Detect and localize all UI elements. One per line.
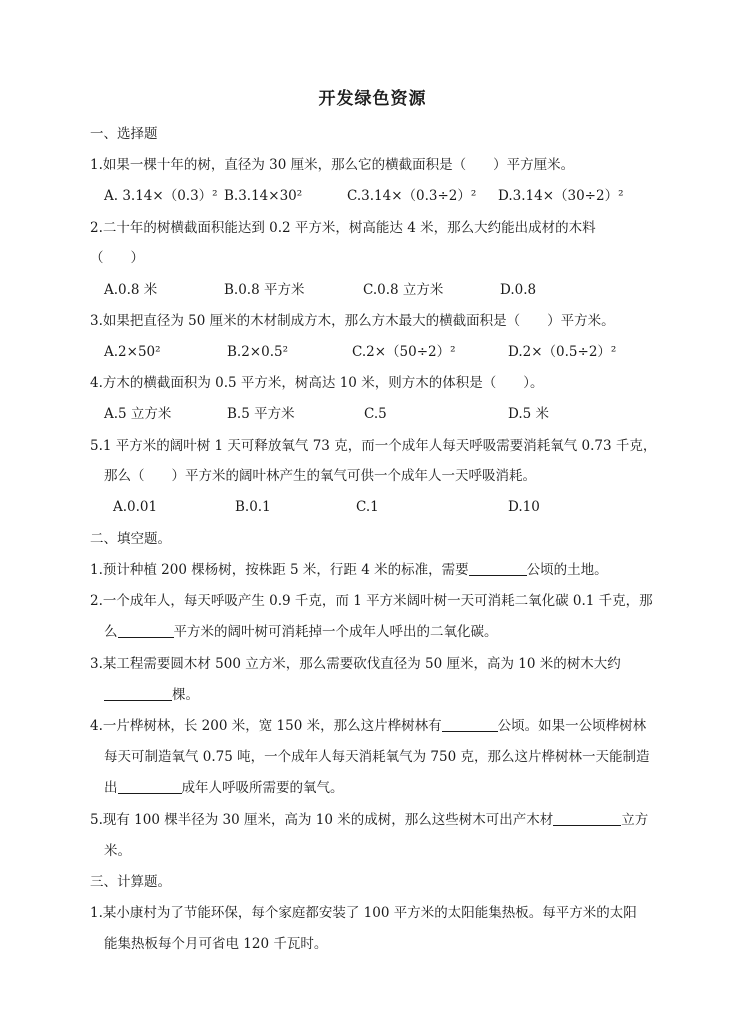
option-c: C.5 bbox=[364, 406, 387, 422]
fill-q5-line2: 米。 bbox=[104, 843, 131, 859]
choice-q3-text: 3.如果把直径为 50 厘米的木材制成方木，那么方木最大的横截面积是（ ）平方米。 bbox=[90, 313, 615, 329]
choice-q4-options bbox=[0, 405, 745, 423]
fill-q5-text-b: 立方 bbox=[621, 812, 649, 828]
fill-q1-text-a: 1.预计种植 200 棵杨树，按株距 5 米，行距 4 米的标准，需要 bbox=[90, 562, 469, 578]
choice-q2-line1: 2.二十年的树横截面积能达到 0.2 平方米，树高能达 4 米，那么大约能出成材的木料 bbox=[90, 220, 596, 236]
option-d: D.2×（0.5÷2）² bbox=[508, 344, 617, 360]
answer-blank bbox=[442, 717, 498, 732]
option-c: C.0.8 立方米 bbox=[363, 282, 444, 298]
answer-blank bbox=[104, 686, 172, 701]
fill-q5-line1 bbox=[90, 811, 648, 829]
option-a: A.0.8 米 bbox=[104, 282, 158, 298]
fill-q3-text-b: 棵。 bbox=[172, 687, 199, 703]
page-title: 开发绿色资源 bbox=[318, 89, 427, 109]
fill-q2-line2 bbox=[104, 623, 498, 641]
section-heading-choice: 一、选择题 bbox=[90, 126, 158, 142]
fill-q1-text-b: 公顷的土地。 bbox=[526, 562, 608, 578]
option-a: A.5 立方米 bbox=[104, 406, 172, 422]
answer-blank bbox=[118, 779, 182, 794]
option-c: C.2×（50÷2）² bbox=[352, 344, 456, 360]
option-b: B.0.8 平方米 bbox=[224, 282, 305, 298]
fill-q4-text-b: 公顷。如果一公顷桦树林 bbox=[497, 718, 647, 734]
answer-blank bbox=[118, 623, 174, 638]
fill-q1 bbox=[90, 561, 608, 579]
choice-q1-text: 1.如果一棵十年的树，直径为 30 厘米，那么它的横截面积是（ ）平方厘米。 bbox=[90, 157, 575, 173]
fill-q2-line1: 2.一个成年人，每天呼吸产生 0.9 千克，而 1 平方米阔叶树一天可消耗二氧化碳 0.1 千克，那 bbox=[90, 593, 653, 609]
choice-q2-line2: （ ） bbox=[90, 250, 144, 266]
choice-q5-line1: 5.1 平方米的阔叶树 1 天可释放氧气 73 克，而一个成年人每天呼吸需要消耗氧气 0.73 千克， bbox=[90, 438, 657, 454]
fill-q5-text-a: 5.现有 100 棵半径为 30 厘米，高为 10 米的成树，那么这些树木可出产木材 bbox=[90, 812, 554, 828]
option-c: C.3.14×（0.3÷2）² bbox=[347, 188, 477, 204]
option-a: A.2×50² bbox=[104, 344, 161, 360]
fill-q4-text-d: 成年人呼吸所需要的氧气。 bbox=[181, 780, 344, 796]
choice-q1-options bbox=[0, 187, 745, 205]
choice-q5-line2: 那么（ ）平方米的阔叶林产生的氧气可供一个成年人一天呼吸消耗。 bbox=[104, 468, 536, 484]
fill-q4-line3 bbox=[104, 779, 344, 797]
option-d: D.5 米 bbox=[508, 406, 550, 422]
choice-q5-options bbox=[0, 498, 745, 516]
fill-q4-line2: 每天可制造氧气 0.75 吨，一个成年人每天消耗氧气为 750 克，那么这片桦树林一天能制造 bbox=[104, 749, 650, 765]
fill-q4-text-a: 4.一片桦树林，长 200 米，宽 150 米，那么这片桦树林有 bbox=[90, 718, 442, 734]
option-b: B.0.1 bbox=[235, 499, 271, 515]
option-c: C.1 bbox=[356, 499, 379, 515]
fill-q3-line1: 3.某工程需要圆木材 500 立方米，那么需要砍伐直径为 50 厘米，高为 10 米的树木大约 bbox=[90, 656, 621, 672]
option-b: B.5 平方米 bbox=[227, 406, 295, 422]
calc-q1-line1: 1.某小康村为了节能环保，每个家庭都安装了 100 平方米的太阳能集热板。每平方米的太阳 bbox=[90, 905, 637, 921]
option-a: A.0.01 bbox=[113, 499, 158, 515]
choice-q4-text: 4.方木的横截面积为 0.5 平方米，树高达 10 米，则方木的体积是（ ）。 bbox=[90, 375, 544, 391]
option-d: D.10 bbox=[508, 499, 540, 515]
option-d: D.0.8 bbox=[500, 282, 537, 298]
answer-blank bbox=[469, 561, 527, 576]
choice-q3-options bbox=[0, 343, 745, 361]
section-heading-fill: 二、填空题。 bbox=[90, 531, 171, 547]
fill-q3-line2 bbox=[104, 686, 199, 704]
option-a: A. 3.14×（0.3）² bbox=[104, 188, 218, 204]
option-b: B.3.14×30² bbox=[224, 188, 303, 204]
answer-blank bbox=[553, 811, 621, 826]
section-heading-calc: 三、计算题。 bbox=[90, 874, 171, 890]
fill-q4-text-c: 出 bbox=[104, 780, 118, 796]
fill-q4-line1 bbox=[90, 717, 646, 735]
fill-q2-text-b: 平方米的阔叶树可消耗掉一个成年人呼出的二氧化碳。 bbox=[173, 624, 498, 640]
option-d: D.3.14×（30÷2）² bbox=[498, 188, 624, 204]
fill-q2-text-a: 么 bbox=[104, 624, 118, 640]
choice-q2-options bbox=[0, 281, 745, 299]
calc-q1-line2: 能集热板每个月可省电 120 千瓦时。 bbox=[104, 936, 328, 952]
option-b: B.2×0.5² bbox=[227, 344, 288, 360]
